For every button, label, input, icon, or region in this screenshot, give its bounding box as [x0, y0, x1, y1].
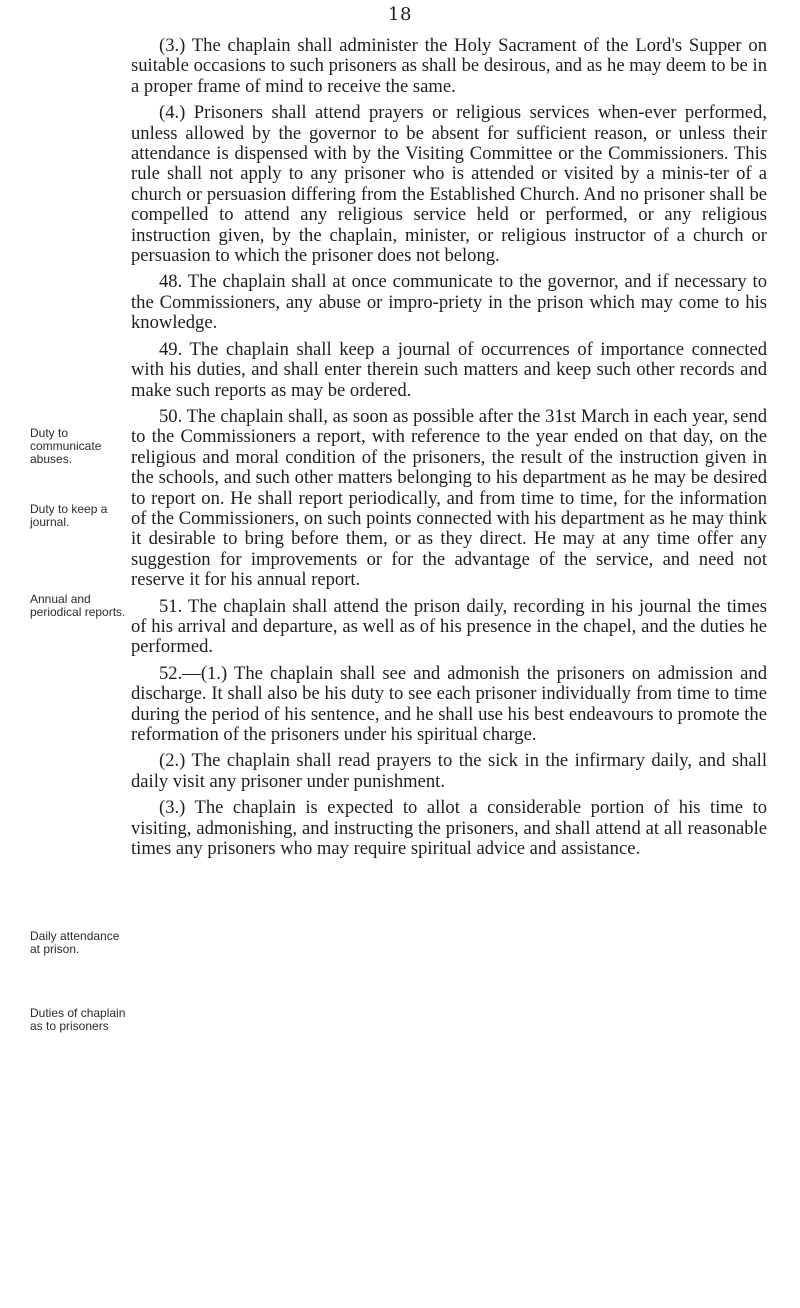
paragraph-52-3: (3.) The chaplain is expected to allot a considerable portion of his time to visiting, admonishing, and instructing the prisoners, and shall attend at all reasonable times any prisoners who may require spiritual advice and assistance. [131, 797, 767, 860]
paragraph-50: 50. The chaplain shall, as soon as possible after the 31st March in each year, send to the Commissioners a report, with reference to the year ended on that day, on the religious and moral condition of the prisoners, the result of the instruction given in the schools, and such other matters belonging to his department as he may be desired to report on. He shall report periodically, and from time to time, for the information of the Commissioners, on such points connected with his department as he may think it desirable to bring before them, or as they direct. He may at any time offer any suggestion for improvements or for the advantage of the service, and need not reserve it for his annual report. [131, 405, 767, 591]
paragraph-51: 51. The chaplain shall attend the prison daily, recording in his journal the times of his arrival and departure, as well as of his presence in the chapel, and the duties he performed. [131, 595, 767, 658]
margin-note-annual-reports: Annual and periodical reports. [30, 592, 126, 619]
margin-note-daily-attendance: Daily attendance at prison. [30, 929, 120, 956]
body-text [131, 36, 767, 865]
margin-note-duty-communicate: Duty to communicate abuses. [30, 426, 102, 466]
page-number: 18 [388, 4, 412, 25]
paragraph-47-3: (3.) The chaplain shall administer the Holy Sacrament of the Lord's Supper on suitable occasions to such prisoners as shall be desirous, and as he may deem to be in a proper frame of mind to receive the same. [131, 35, 767, 97]
paragraph-47-4: (4.) Prisoners shall attend prayers or religious services when-ever performed, unless allowed by the governor to be absent for sufficient reason, or unless their attendance is dispensed with by the Visiting Committee or the Commissioners. This rule shall not apply to any prisoner who is attended or visited by a minis-ter of a church or persuasion differing from the Established Church. And no prisoner shall be compelled to attend any religious service held or performed, or any religious instruction given, by the chaplain, minister, or religious instructor of a church or persuasion to which the prisoner does not belong. [131, 102, 767, 267]
margin-note-duty-journal: Duty to keep a journal. [30, 502, 108, 529]
paragraph-48: 48. The chaplain shall at once communicate to the governor, and if necessary to the Commissioners, any abuse or impro-priety in the prison which may come to his knowledge. [131, 271, 767, 334]
paragraph-52-1: 52.—(1.) The chaplain shall see and admonish the prisoners on admission and discharge. It shall also be his duty to see each prisoner individually from time to time during the period of his sentence, and he shall use his best endeavours to promote the reformation of the prisoners under his spiritual charge. [131, 662, 767, 745]
margin-note-duties-chaplain: Duties of chaplain as to prisoners [30, 1006, 126, 1033]
paragraph-52-2: (2.) The chaplain shall read prayers to the sick in the infirmary daily, and shall daily visit any prisoner under punishment. [131, 750, 767, 792]
paragraph-49: 49. The chaplain shall keep a journal of occurrences of importance connected with his duties, and shall enter therein such matters and keep such other records and make such reports as may be ordered. [131, 338, 767, 401]
